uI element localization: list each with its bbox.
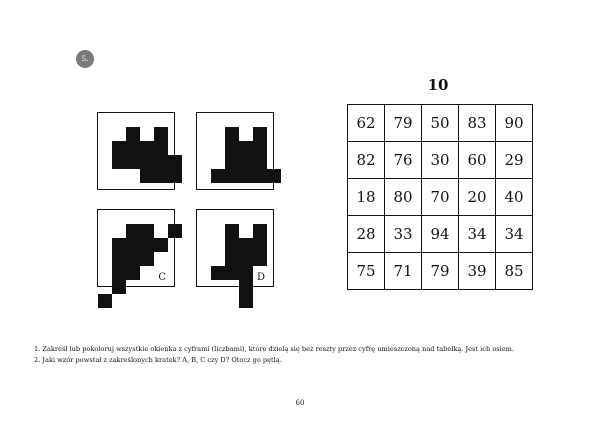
pattern-filled-square [126,266,140,280]
grid-cell[interactable]: 29 [496,142,533,179]
pattern-filled-square [126,224,140,238]
pattern-filled-square [126,141,140,155]
pattern-filled-square [253,224,267,238]
pattern-filled-square [267,169,281,183]
pattern-filled-square [112,266,126,280]
pattern-filled-square [126,252,140,266]
instructions [34,344,514,366]
grid-cell[interactable]: 34 [496,216,533,253]
grid-cell[interactable]: 94 [422,216,459,253]
number-grid [347,104,533,290]
grid-cell[interactable]: 70 [422,179,459,216]
pattern-filled-square [140,169,154,183]
pattern-filled-square [112,252,126,266]
pattern-filled-square [225,238,239,252]
grid-cell[interactable]: 83 [459,105,496,142]
pattern-filled-square [225,155,239,169]
pattern-filled-square [211,169,225,183]
pattern-filled-square [253,155,267,169]
grid-row-4 [348,216,533,253]
pattern-option-d[interactable] [196,209,274,287]
pattern-filled-square [239,169,253,183]
grid-cell[interactable]: 60 [459,142,496,179]
pattern-filled-square [140,238,154,252]
pattern-filled-square [168,224,182,238]
pattern-option-c[interactable] [97,209,175,287]
pattern-filled-square [112,280,126,294]
pattern-filled-square [239,141,253,155]
grid-cell[interactable]: 85 [496,253,533,290]
pattern-filled-square [239,155,253,169]
pattern-letter-c: C [158,272,166,283]
pattern-filled-square [112,141,126,155]
grid-cell[interactable]: 62 [348,105,385,142]
pattern-filled-square [154,127,168,141]
instruction-line-1: 1. Zakreśl lub pokoloruj wszystkie okienka z cyframi (liczbami), które dzielą się bez reszty przez cyfrę umieszczoną nad tabelką. Jest ich osiem. [34,345,515,353]
pattern-filled-square [168,169,182,183]
pattern-filled-square [140,224,154,238]
grid-row-3 [348,179,533,216]
pattern-filled-square [225,224,239,238]
pattern-filled-square [126,155,140,169]
pattern-filled-square [126,238,140,252]
pattern-filled-square [154,169,168,183]
instruction-line-2: 2. Jaki wzór powstał z zakreślonych kratek? A, B, C czy D? Otocz go pętlą. [34,356,282,364]
page-number: 60 [295,399,305,407]
grid-cell[interactable]: 71 [385,253,422,290]
grid-cell[interactable]: 34 [459,216,496,253]
pattern-filled-square [225,169,239,183]
pattern-filled-square [225,127,239,141]
pattern-filled-square [253,238,267,252]
grid-row-1 [348,105,533,142]
pattern-filled-square [225,141,239,155]
pattern-filled-square [126,127,140,141]
pattern-filled-square [140,141,154,155]
pattern-filled-square [112,155,126,169]
pattern-filled-square [154,141,168,155]
pattern-filled-square [253,169,267,183]
pattern-filled-square [140,252,154,266]
grid-cell[interactable]: 40 [496,179,533,216]
grid-cell[interactable]: 75 [348,253,385,290]
grid-cell[interactable]: 79 [385,105,422,142]
pattern-filled-square [253,141,267,155]
pattern-filled-square [168,155,182,169]
pattern-filled-square [239,238,253,252]
pattern-filled-square [154,238,168,252]
exercise-number-badge: 5. [76,50,94,68]
grid-cell[interactable]: 50 [422,105,459,142]
pattern-option-b[interactable] [196,112,274,190]
grid-cell[interactable]: 18 [348,179,385,216]
grid-row-2 [348,142,533,179]
pattern-filled-square [98,294,112,308]
grid-cell[interactable]: 79 [422,253,459,290]
pattern-filled-square [239,252,253,266]
pattern-filled-square [225,252,239,266]
grid-cell[interactable]: 30 [422,142,459,179]
pattern-filled-square [239,294,253,308]
grid-cell[interactable]: 20 [459,179,496,216]
grid-cell[interactable]: 33 [385,216,422,253]
pattern-filled-square [239,280,253,294]
pattern-filled-square [154,155,168,169]
grid-cell[interactable]: 39 [459,253,496,290]
grid-cell[interactable]: 90 [496,105,533,142]
pattern-filled-square [239,266,253,280]
pattern-filled-square [140,155,154,169]
pattern-filled-square [225,266,239,280]
grid-cell[interactable]: 82 [348,142,385,179]
grid-cell[interactable]: 28 [348,216,385,253]
pattern-filled-square [211,266,225,280]
pattern-filled-square [253,252,267,266]
grid-cell[interactable]: 76 [385,142,422,179]
pattern-letter-d: D [256,272,265,283]
pattern-filled-square [253,127,267,141]
grid-row-5 [348,253,533,290]
grid-cell[interactable]: 80 [385,179,422,216]
divisor-title: 10 [427,76,449,94]
pattern-filled-square [112,238,126,252]
pattern-option-a[interactable] [97,112,175,190]
